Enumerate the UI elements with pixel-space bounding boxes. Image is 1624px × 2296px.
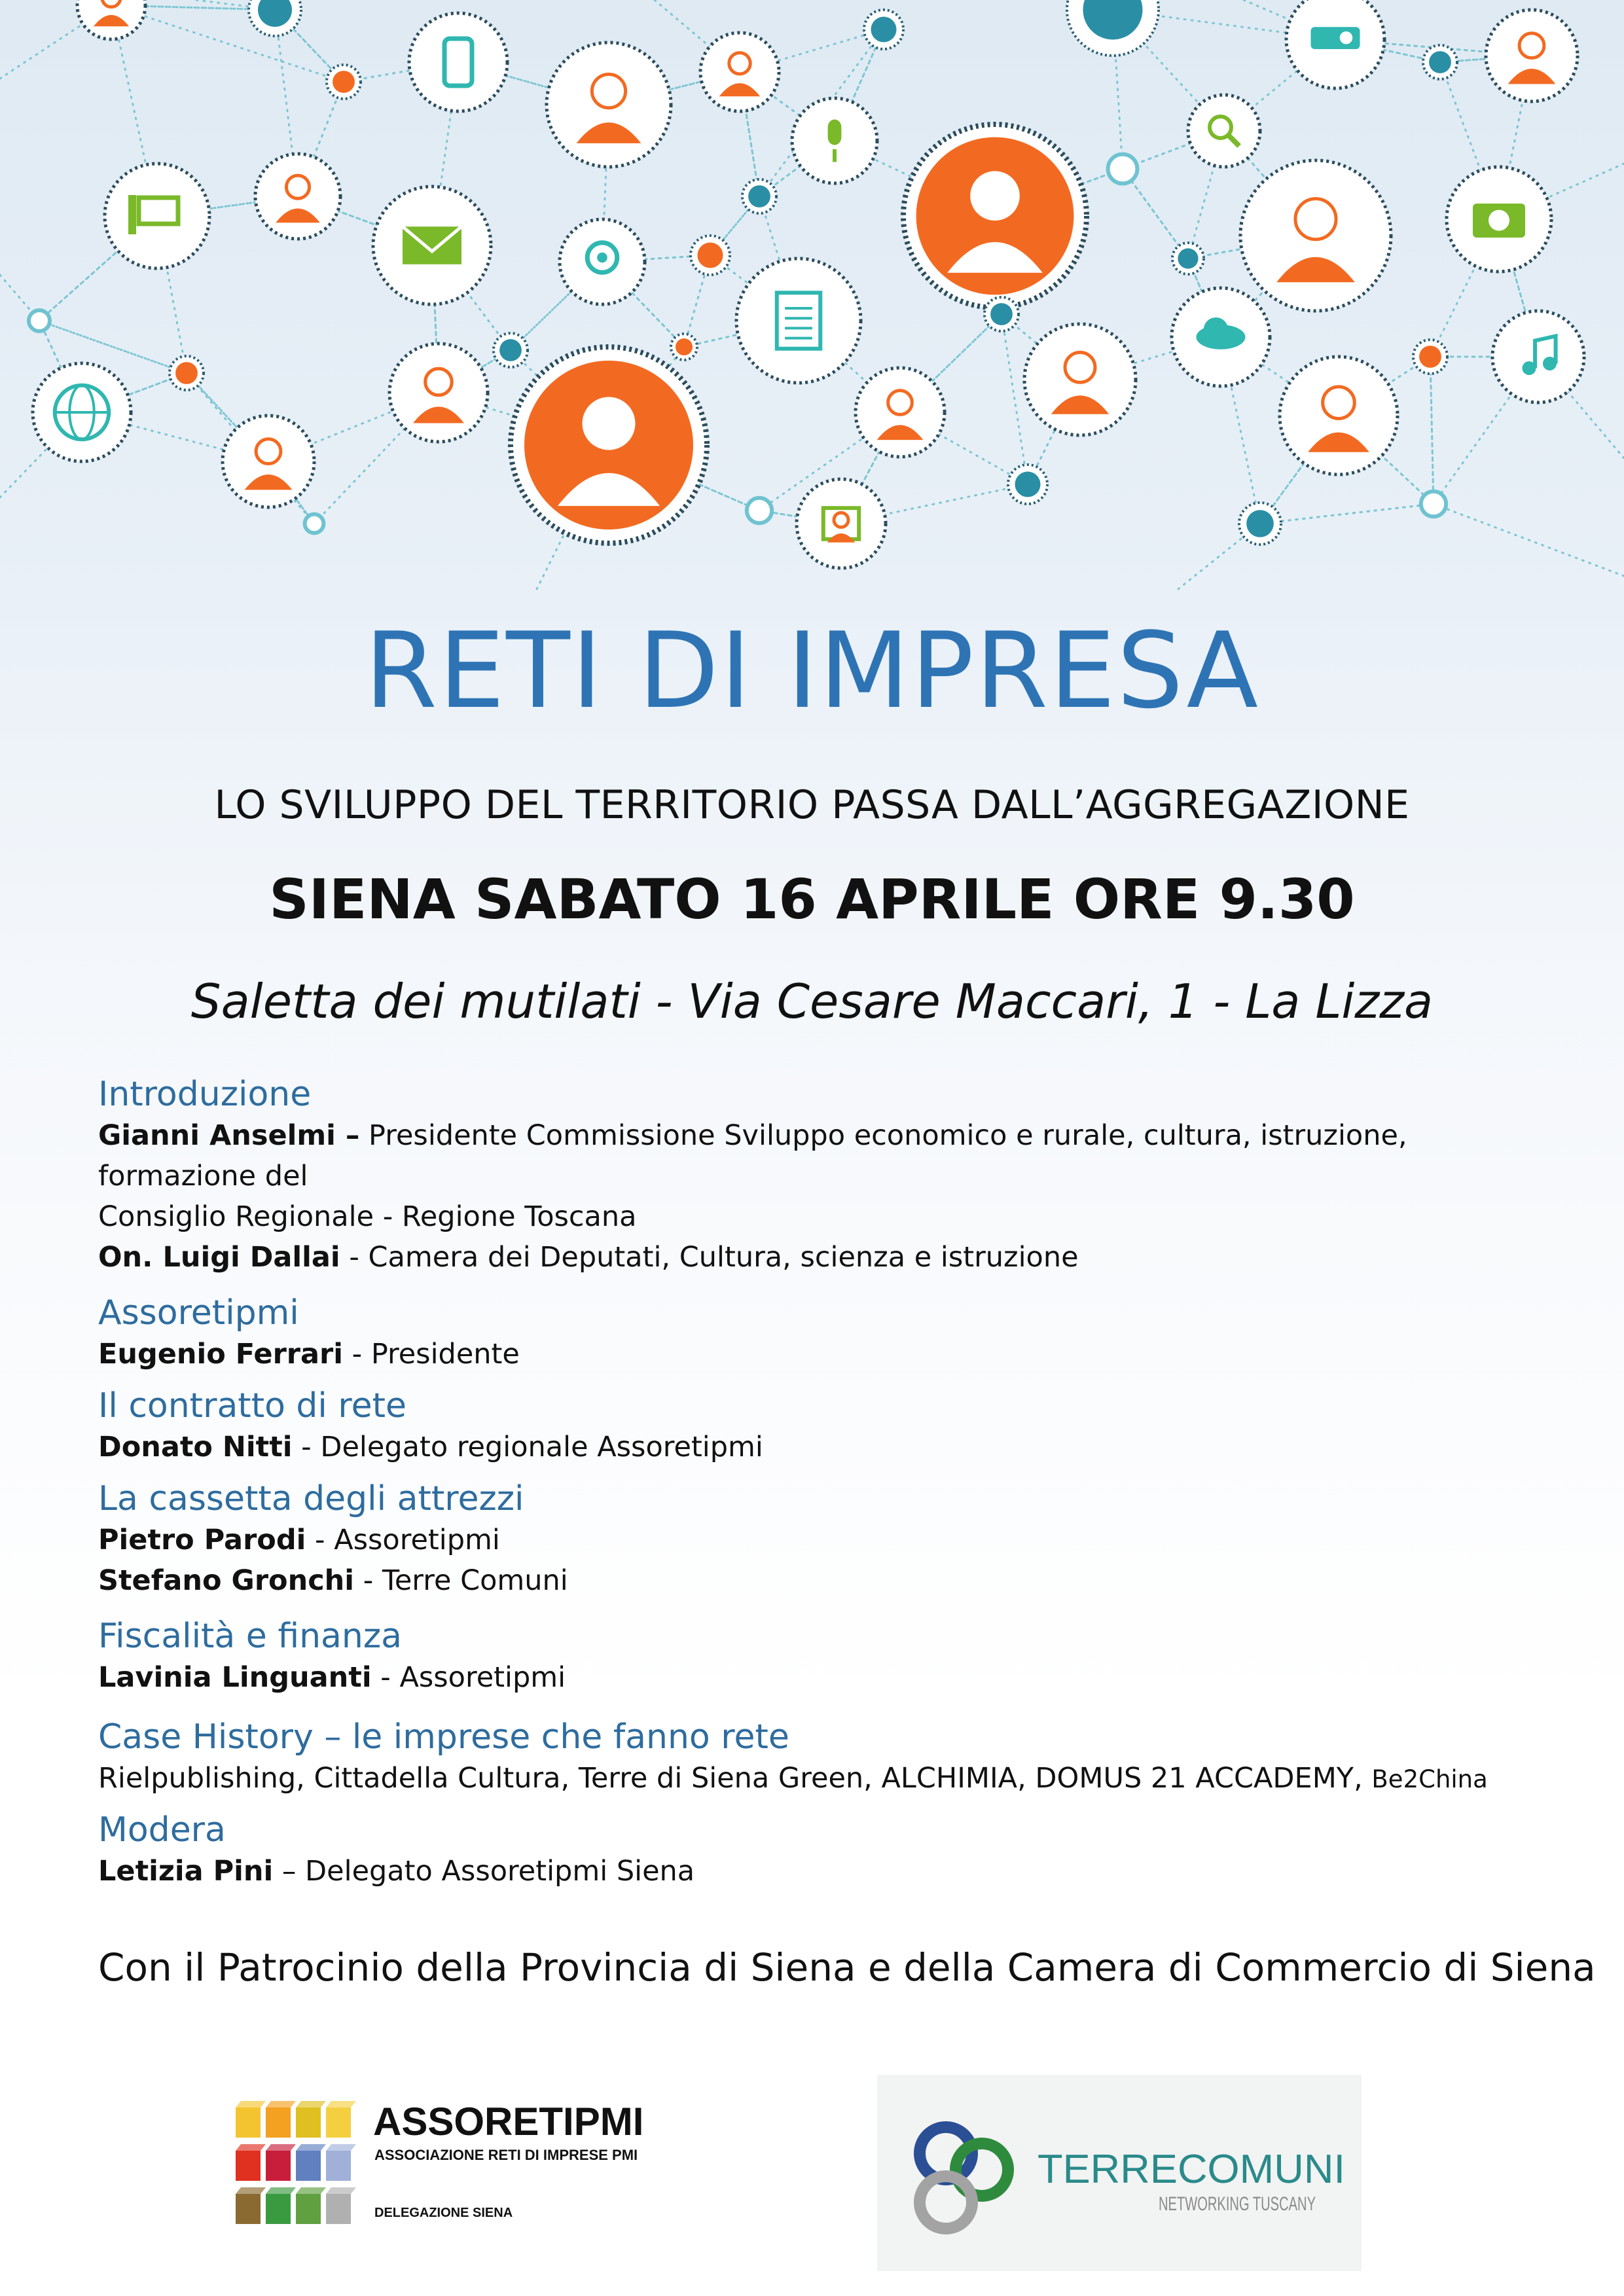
network-illustration	[0, 0, 1624, 589]
teal-dot-icon	[1239, 503, 1281, 545]
speaker-line	[98, 1196, 1538, 1237]
computer-icon	[105, 164, 209, 268]
section-title: La cassetta degli attrezzi	[98, 1479, 524, 1518]
speaker-name: On. Luigi Dallai	[98, 1241, 340, 1274]
program	[98, 1062, 1538, 1892]
assoretipmi-tagline: ASSOCIAZIONE RETI DI IMPRESE PMI	[374, 2147, 638, 2163]
section-title: Assoretipmi	[98, 1293, 299, 1333]
teal-dot-icon	[1172, 243, 1204, 274]
orange-dot-icon	[671, 334, 697, 360]
cube-icon	[266, 2144, 296, 2181]
music-icon	[1492, 311, 1584, 403]
person-icon	[700, 33, 779, 111]
ring-dot-icon	[305, 514, 324, 533]
cube-icon	[236, 2187, 266, 2224]
teal-dot-icon	[742, 179, 776, 213]
cube-icon	[326, 2187, 356, 2224]
camera-icon	[1447, 167, 1551, 272]
mail-icon	[373, 187, 491, 304]
microphone-icon	[792, 98, 877, 183]
ring-dot-icon	[1421, 492, 1446, 516]
assoretipmi-logo	[229, 2094, 687, 2232]
speaker-line	[98, 1520, 1538, 1560]
cube-icon	[236, 2101, 266, 2138]
teal-dot-icon	[1067, 0, 1159, 56]
teal-dot-icon	[249, 0, 301, 36]
speaker-role: - Assoretipmi	[371, 1661, 566, 1694]
network-connection	[111, 5, 344, 82]
speaker-name: Gianni Anselmi –	[98, 1119, 360, 1152]
document-icon	[736, 259, 861, 383]
person-icon	[1280, 357, 1398, 475]
speaker-line	[98, 1427, 1538, 1467]
cube-icon	[266, 2187, 296, 2224]
ring-dot-icon	[29, 310, 50, 331]
section-title: Modera	[98, 1810, 226, 1850]
person-icon	[1486, 10, 1578, 101]
cube-icon	[326, 2144, 356, 2181]
section-title: Introduzione	[98, 1075, 312, 1114]
program-section	[98, 1293, 1538, 1374]
speaker-role: – Delegato Assoretipmi Siena	[273, 1855, 695, 1888]
speaker-name: Donato Nitti	[98, 1431, 293, 1463]
speaker-line	[98, 1334, 1538, 1374]
program-section	[98, 1619, 1538, 1698]
speaker-role: - Terre Comuni	[354, 1564, 568, 1597]
speaker-role: - Presidente	[342, 1338, 520, 1371]
patronage-note: Con il Patrocinio della Provincia di Siena e della Camera di Commercio di Siena	[98, 1945, 1596, 1990]
person-icon	[903, 124, 1087, 308]
program-section	[98, 1717, 1538, 1800]
company-name: Be2China	[1371, 1765, 1488, 1793]
speaker-name: Pietro Parodi	[98, 1524, 306, 1556]
network-connection	[1001, 314, 1028, 484]
speaker-name: Letizia Pini	[98, 1855, 274, 1888]
section-title: Fiscalità e finanza	[98, 1617, 403, 1656]
person-icon	[1024, 324, 1136, 435]
speaker-role: Consiglio Regionale - Regione Toscana	[98, 1200, 637, 1233]
cube-icon	[326, 2101, 356, 2138]
speaker-name: Lavinia Linguanti	[98, 1661, 372, 1694]
section-title: Il contratto di rete	[98, 1386, 407, 1426]
photo-icon	[797, 479, 886, 568]
speaker-name: Eugenio Ferrari	[98, 1338, 343, 1371]
network-connection	[1123, 169, 1188, 259]
speaker-role: - Delegato regionale Assoretipmi	[292, 1431, 763, 1463]
teal-dot-icon	[984, 297, 1019, 331]
program-section	[98, 1810, 1538, 1892]
teal-dot-icon	[494, 333, 528, 367]
assoretipmi-delegation: DELEGAZIONE SIENA	[374, 2206, 513, 2220]
person-icon	[547, 43, 671, 167]
person-icon	[77, 0, 145, 39]
speaker-line	[98, 1657, 1538, 1698]
orange-dot-icon	[1413, 340, 1447, 374]
projector-icon	[1286, 0, 1384, 88]
teal-dot-icon	[864, 10, 903, 49]
section-title: Case History – le imprese che fanno rete	[98, 1717, 789, 1757]
speaker-line	[98, 1758, 1538, 1800]
webcam-icon	[560, 219, 645, 304]
cube-icon	[296, 2144, 326, 2181]
page-title: RETI DI IMPRESA	[364, 609, 1260, 732]
globe-icon	[33, 363, 131, 461]
event-date-time: SIENA SABATO 16 APRILE ORE 9.30	[269, 867, 1355, 931]
terrecomuni-name: TERRECOMUNI	[1038, 2147, 1345, 2192]
cube-icon	[236, 2144, 266, 2181]
orange-dot-icon	[327, 65, 361, 99]
orange-dot-icon	[170, 356, 204, 390]
cube-icon	[296, 2187, 326, 2224]
subtitle: LO SVILUPPO DEL TERRITORIO PASSA DALL’AGGREGAZIONE	[214, 782, 1410, 828]
network-connection	[1434, 504, 1624, 576]
person-icon	[223, 416, 314, 507]
ring-dot-icon	[747, 498, 772, 523]
program-section	[98, 1386, 1538, 1467]
teal-dot-icon	[1008, 465, 1047, 504]
ring-dot-icon	[1108, 154, 1138, 184]
program-section	[98, 1077, 1538, 1278]
search-icon	[1188, 95, 1260, 167]
teal-dot-icon	[1423, 45, 1457, 79]
terrecomuni-logo	[877, 2075, 1362, 2271]
cloud-icon	[1172, 288, 1270, 386]
speaker-role: Presidente Commissione Sviluppo economico e rurale, cultura, istruzione, formazione del	[98, 1119, 1407, 1193]
event-venue: Saletta dei mutilati - Via Cesare Maccari, 1 - La Lizza	[190, 974, 1434, 1029]
speaker-role: - Camera dei Deputati, Cultura, scienza e istruzione	[340, 1241, 1079, 1274]
speaker-role: - Assoretipmi	[306, 1524, 500, 1556]
person-icon	[389, 344, 488, 442]
program-section	[98, 1479, 1538, 1601]
assoretipmi-name: ASSORETIPMI	[373, 2100, 644, 2144]
phone-icon	[409, 13, 507, 111]
person-icon	[1240, 160, 1391, 311]
person-icon	[511, 347, 707, 543]
cube-icon	[296, 2101, 326, 2138]
network-connection	[1260, 504, 1434, 524]
speaker-name: Stefano Gronchi	[98, 1564, 355, 1597]
speaker-line	[98, 1560, 1538, 1601]
speaker-line	[98, 1237, 1538, 1278]
orange-dot-icon	[691, 236, 730, 275]
speaker-line	[98, 1851, 1538, 1892]
person-icon	[255, 154, 340, 239]
speaker-line	[98, 1115, 1538, 1196]
cube-icon	[266, 2101, 296, 2138]
speaker-role: Rielpublishing, Cittadella Cultura, Terre di Siena Green, ALCHIMIA, DOMUS 21 ACCADEMY,	[98, 1762, 1372, 1795]
terrecomuni-tagline: NETWORKING TUSCANY	[1159, 2193, 1316, 2215]
person-icon	[856, 368, 945, 457]
